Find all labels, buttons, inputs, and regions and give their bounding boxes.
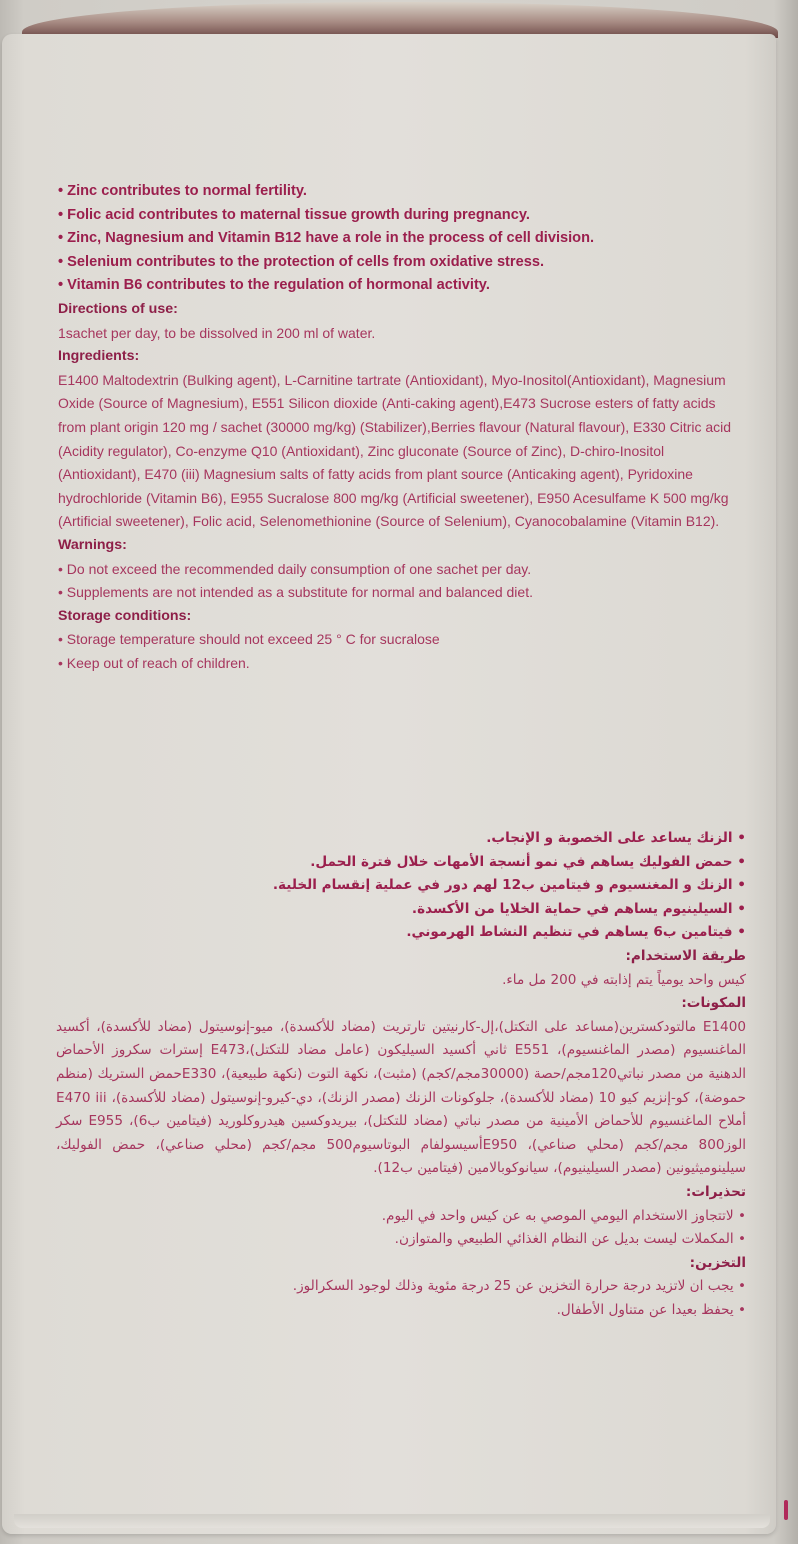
ingredients-text: E1400 Maltodextrin (Bulking agent), L-Carnitine tartrate (Antioxidant), Myo-Inositol(Antioxidant), Magnesium Oxide (Source of Magnesium), E551 Silicon dioxide (Anti-caking agent),E473 Sucrose esters of fatty acids from plant origin 120 mg / sachet (30000 mg/kg) (Stabilizer),Berries flavour (Natural flavour), E330 Citric acid (Acidity regulator), Co-enzyme Q10 (Antioxidant), Zinc gluconate (Source of Zinc), D-chiro-Inositol (Antioxidant), E470 (iii) Magnesium salts of fatty acids from plant source (Anticaking agent), Pyridoxine hydrochloride (Vitamin B6), E955 Sucralose 800 mg/kg (Artificial sweetener), E950 Acesulfame K 500 mg/kg (Artificial sweetener), Folic acid, Selenomethionine (Source of Selenium), Cyanocobalamine (Vitamin B12). xyxy=(58,371,732,530)
storage-item: • Keep out of reach of children. xyxy=(58,652,758,676)
english-label xyxy=(58,180,758,675)
warning-item: • Supplements are not intended as a substitute for normal and balanced diet. xyxy=(58,581,758,605)
storage-item-ar: • يحفظ بعيدا عن متناول الأطفال. xyxy=(56,1299,746,1323)
warnings-heading: Warnings: xyxy=(58,536,127,553)
arabic-label xyxy=(56,827,746,1322)
health-claims-list xyxy=(58,180,758,298)
claim-selenium-ar: • السيلينيوم يساهم في حماية الخلايا من الأكسدة. xyxy=(56,898,746,922)
claim-zinc-fertility-ar: • الزنك يساعد على الخصوبة و الإنجاب. xyxy=(56,827,746,851)
ingredients-heading-ar: المكونات: xyxy=(681,995,746,1012)
box-bottom-edge xyxy=(14,1514,770,1528)
directions-text-ar: كيس واحد يومياً يتم إذابته في 200 مل ماء. xyxy=(502,971,746,988)
claim-cell-division: • Zinc, Nagnesium and Vitamin B12 have a role in the process of cell division. xyxy=(58,227,758,251)
claim-cell-division-ar: • الزنك و المغنسيوم و فيتامين ب12 لهم دور في عملية إنقسام الخلية. xyxy=(56,874,746,898)
storage-heading: Storage conditions: xyxy=(58,607,192,624)
claim-vitamin-b6-ar: • فيتامين ب6 يساهم في تنظيم النشاط الهرموني. xyxy=(56,921,746,945)
directions-text: 1sachet per day, to be dissolved in 200 ml of water. xyxy=(58,324,376,341)
claim-zinc-fertility: • Zinc contributes to normal fertility. xyxy=(58,180,758,204)
health-claims-list-arabic xyxy=(56,827,746,945)
warnings-heading-ar: تحذيرات: xyxy=(685,1183,746,1200)
storage-item-ar: • يجب ان لاتزيد درجة حرارة التخزين عن 25 درجة مئوية وذلك لوجود السكرالوز. xyxy=(56,1275,746,1299)
directions-heading-ar: طريقة الاستخدام: xyxy=(625,947,746,964)
claim-vitamin-b6: • Vitamin B6 contributes to the regulation of hormonal activity. xyxy=(58,274,758,298)
ingredients-heading: Ingredients: xyxy=(58,348,140,365)
storage-heading-ar: التخزين: xyxy=(689,1254,746,1271)
claim-selenium: • Selenium contributes to the protection of cells from oxidative stress. xyxy=(58,251,758,275)
warning-item-ar: • لاتتجاوز الاستخدام اليومي الموصي به عن كيس واحد في اليوم. xyxy=(56,1205,746,1229)
warning-item: • Do not exceed the recommended daily consumption of one sachet per day. xyxy=(58,558,758,582)
box-flap-inner xyxy=(22,2,778,38)
claim-folic-acid: • Folic acid contributes to maternal tissue growth during pregnancy. xyxy=(58,204,758,228)
claim-folic-acid-ar: • حمض الفوليك يساهم في نمو أنسجة الأمهات خلال فترة الحمل. xyxy=(56,851,746,875)
ingredients-text-ar: E1400 مالتودكسترين(مساعد على التكتل)،إل-كارنيتين تارتريت (مضاد للأكسدة)، ميو-إنوسيتول (مضاد للأكسدة)، أكسيد الماغنسيوم (مصدر الماغنسيوم)، E551 ثاني أكسيد السيليكون (عامل مضاد للتكتل)،E473 إسترات سكروز الأحماض الدهنية من مصدر نباتي120مجم/حصة (30000مجم/كجم) (مثبت)، نكهة التوت (نكهة طبيعية)، E330حمض الستريك (منظم حموضة)، كو-إنزيم كيو 10 (مضاد للأكسدة)، جلوكونات الزنك (مصدر الزنك)، دي-كيرو-إنوسيتول (مضاد للأكسدة)، E470 iii أملاح الماغنسيوم للأحماض الأمينية من مصدر نباتي (مضاد للتكتل)، بيريدوكسين هيدروكلوريد (فيتامين ب6)، E955 سكر الوز800 مجم/كجم (محلي صناعي)، E950أسيسولفام البوتاسيوم500 مجم/كجم (محلي صناعي)، حمض الفوليك، سيلينوميثيونين (مصدر السيلينيوم)، سيانوكوبالامين (فيتامين ب12). xyxy=(56,1018,747,1177)
storage-item: • Storage temperature should not exceed 25 ° C for sucralose xyxy=(58,628,758,652)
warning-item-ar: • المكملات ليست بديل عن النظام الغذائي الطبيعي والمتوازن. xyxy=(56,1228,746,1252)
directions-heading: Directions of use: xyxy=(58,300,178,317)
accent-color-mark xyxy=(784,1500,788,1520)
